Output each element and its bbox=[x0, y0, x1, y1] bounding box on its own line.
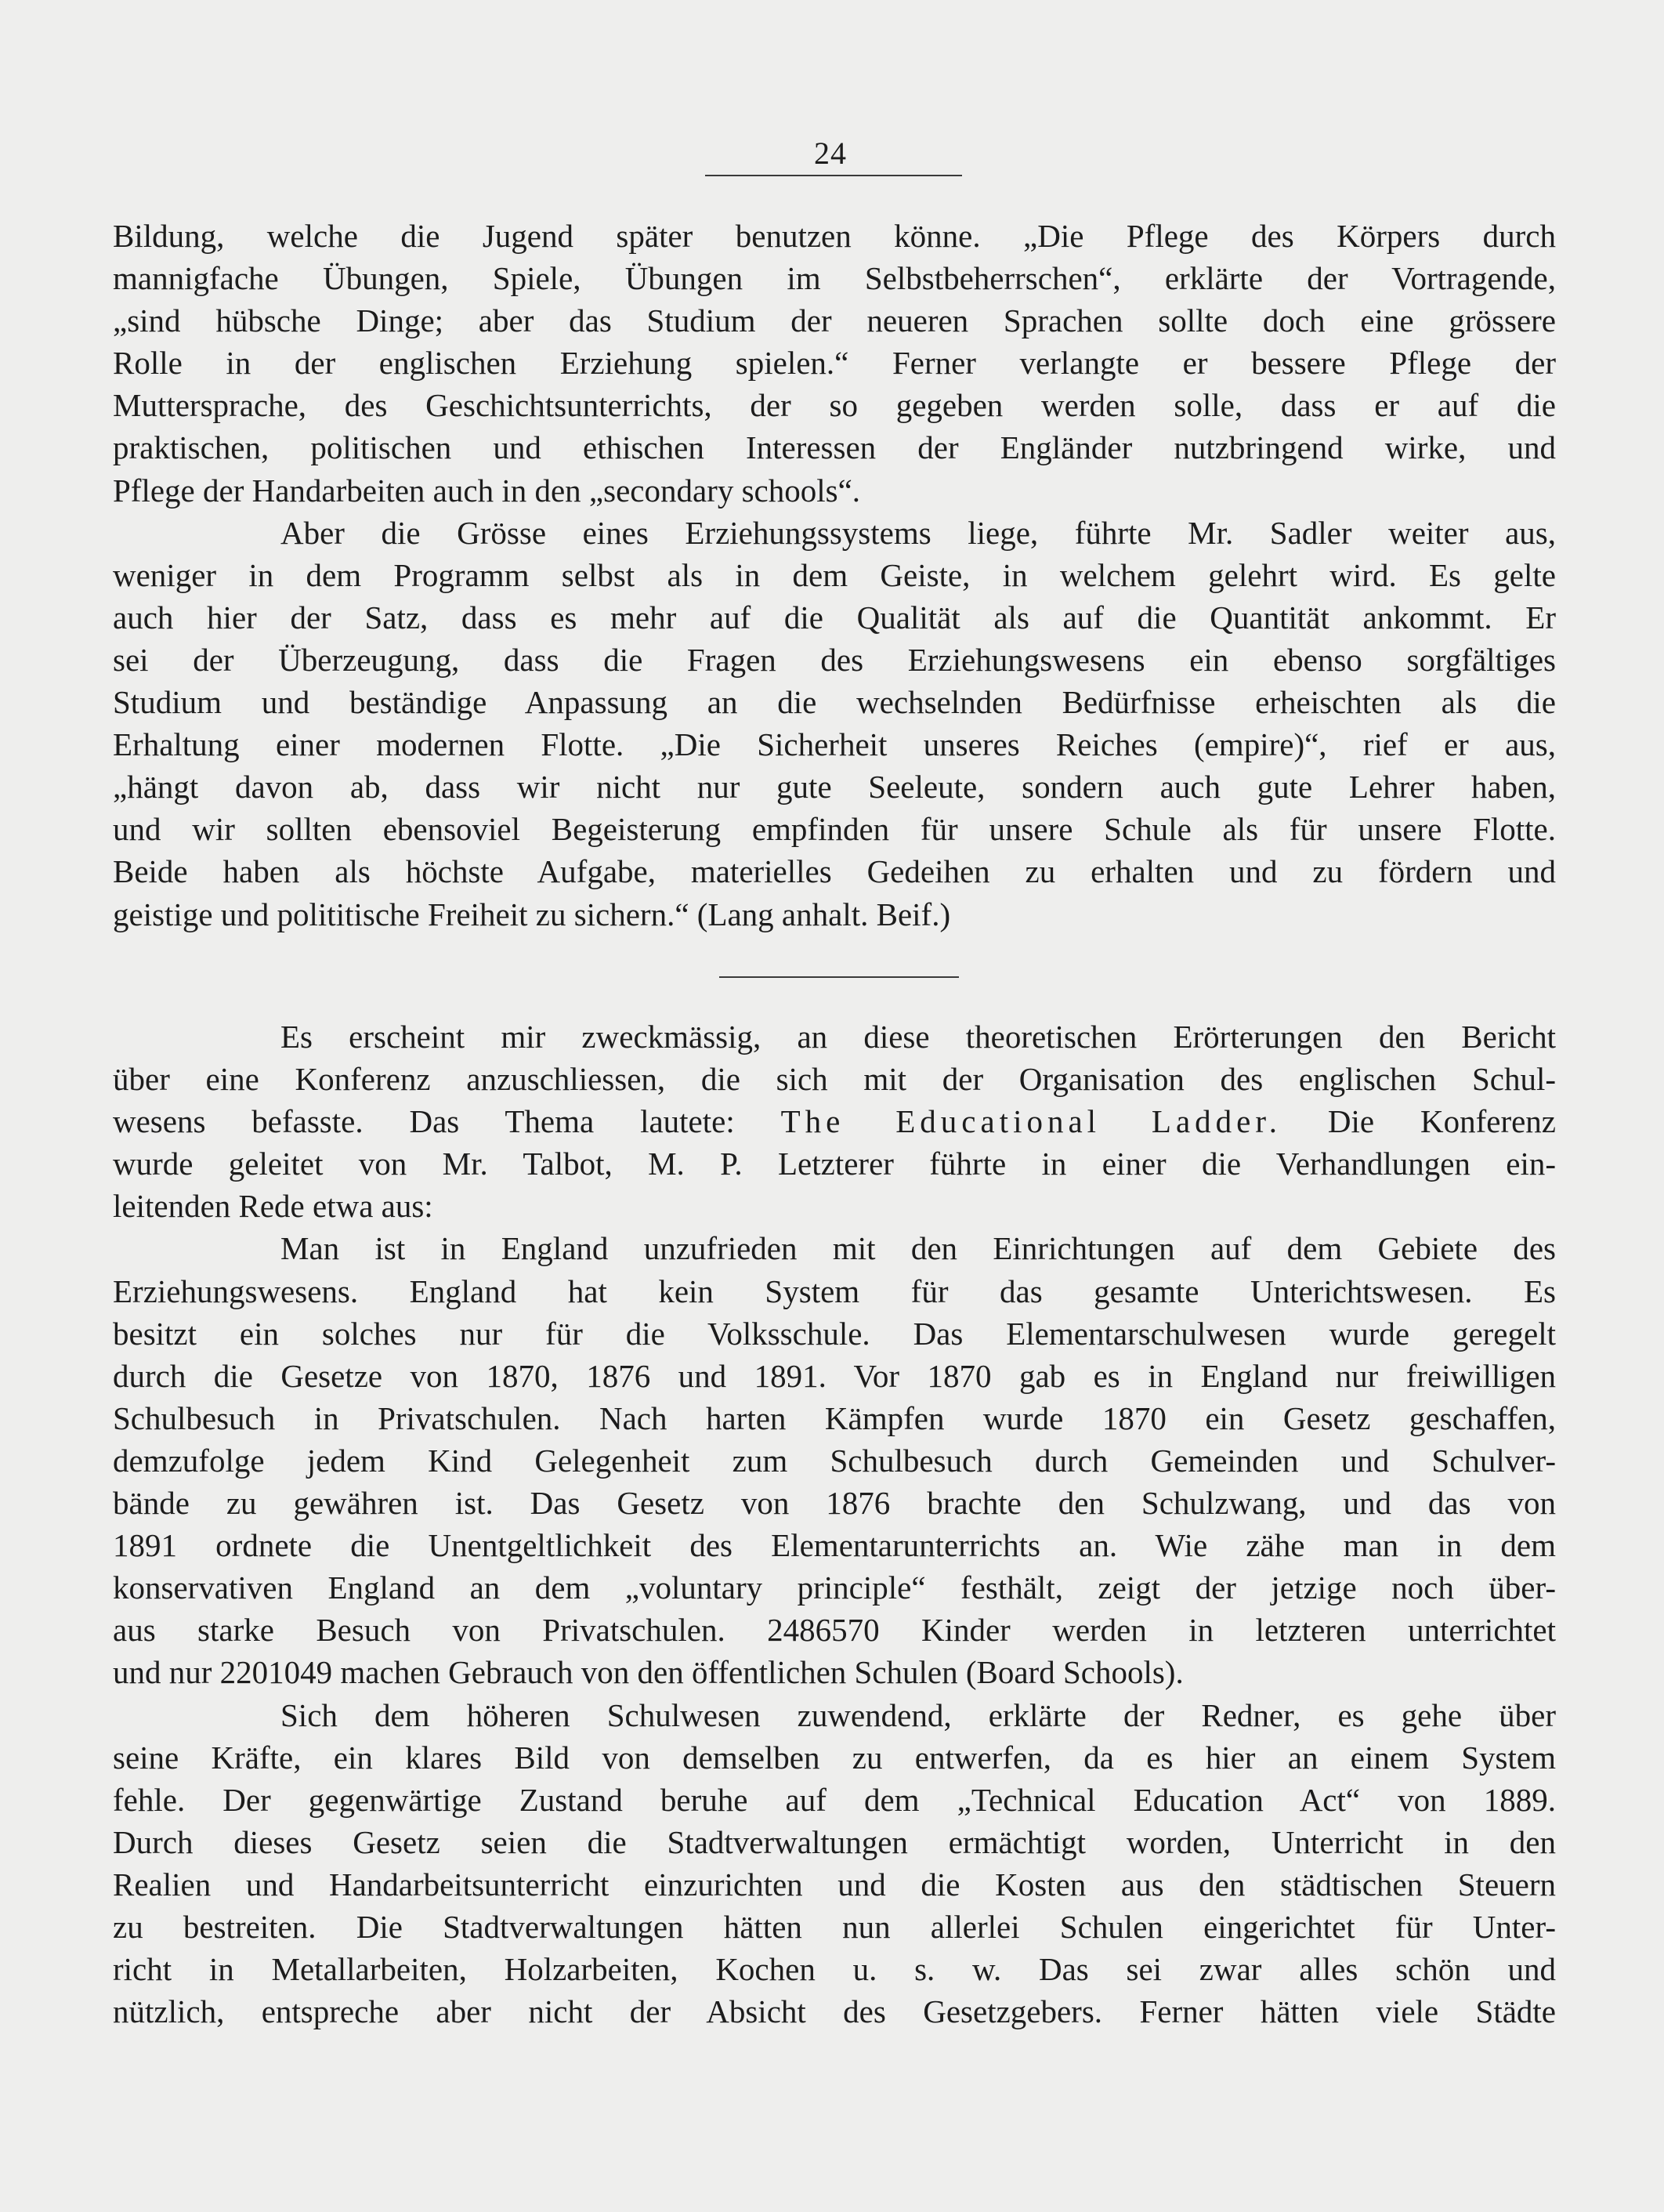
text-line: auch hier der Satz, dass es mehr auf die Qualität als auf die Quantität ankommt. Er bbox=[113, 599, 1556, 635]
text-line: Es erscheint mir zweckmässig, an diese theoretischen Erörterungen den Bericht bbox=[280, 1019, 1556, 1055]
page-number: 24 bbox=[814, 136, 847, 171]
text-line: 1891 ordnete die Unentgeltlichkeit des Elementarunterrichts an. Wie zähe man in dem bbox=[113, 1527, 1556, 1564]
text-line: Bildung, welche die Jugend später benutzen könne. „Die Pflege des Körpers durch bbox=[113, 218, 1556, 254]
text-line: Erhaltung einer modernen Flotte. „Die Sicherheit unseres Reiches (empire)“, rief er aus, bbox=[113, 726, 1556, 763]
text-line: Erziehungswesens. England hat kein System für das gesamte Unterichtswesen. Es bbox=[113, 1273, 1556, 1309]
text-line: Schulbesuch in Privatschulen. Nach harten Kämpfen wurde 1870 ein Gesetz geschaffen, bbox=[113, 1399, 1556, 1436]
text-line: Studium und beständige Anpassung an die wechselnden Bedürfnisse erheischten als die bbox=[113, 684, 1556, 721]
text-line: durch die Gesetze von 1870, 1876 und 1891. Vor 1870 gab es in England nur freiwilligen bbox=[113, 1357, 1556, 1394]
text-line bbox=[113, 1100, 1556, 1142]
text-line: Sich dem höheren Schulwesen zuwendend, erklärte der Redner, es gehe über bbox=[280, 1696, 1556, 1733]
text-line: Rolle in der englischen Erziehung spielen.“ Ferner verlangte er bessere Pflege der bbox=[113, 345, 1556, 382]
text-line: seine Kräfte, ein klares Bild von demselben zu entwerfen, da es hier an einem System bbox=[113, 1739, 1556, 1776]
text-line: fehle. Der gegenwärtige Zustand beruhe auf dem „Technical Education Act“ von 1889. bbox=[113, 1781, 1556, 1818]
text-line: über eine Konferenz anzuschliessen, die sich mit der Organisation des englischen Schul- bbox=[113, 1061, 1556, 1098]
text-line: leitenden Rede etwa aus: bbox=[113, 1188, 433, 1225]
text-line: aus starke Besuch von Privatschulen. 2486570 Kinder werden in letzteren unterrichtet bbox=[113, 1612, 1556, 1649]
header-rule bbox=[705, 175, 962, 176]
conference-theme: The Educational Ladder. bbox=[780, 1103, 1282, 1140]
text-line: Realien und Handarbeitsunterricht einzurichten und die Kosten aus den städtischen Steuern bbox=[113, 1866, 1556, 1902]
text-line: Beide haben als höchste Aufgabe, materielles Gedeihen zu erhalten und zu fördern und bbox=[113, 853, 1556, 890]
text-segment: Die Konferenz bbox=[1282, 1103, 1556, 1140]
text-line: und wir sollten ebensoviel Begeisterung empfinden für unsere Schule als für unsere Flotte. bbox=[113, 811, 1556, 848]
text-line: richt in Metallarbeiten, Holzarbeiten, Kochen u. s. w. Das sei zwar alles schön und bbox=[113, 1951, 1556, 1988]
text-line: besitzt ein solches nur für die Volksschule. Das Elementarschulwesen wurde geregelt bbox=[113, 1315, 1556, 1352]
text-line: weniger in dem Programm selbst als in dem Geiste, in welchem gelehrt wird. Es gelte bbox=[113, 556, 1556, 593]
text-line: Muttersprache, des Geschichtsunterrichts, der so gegeben werden solle, dass er auf die bbox=[113, 387, 1556, 424]
text-line: Aber die Grösse eines Erziehungssystems liege, führte Mr. Sadler weiter aus, bbox=[280, 514, 1556, 551]
text-line: und nur 2201049 machen Gebrauch von den öffentlichen Schulen (Board Schools). bbox=[113, 1654, 1184, 1691]
text-line: „sind hübsche Dinge; aber das Studium der neueren Sprachen sollte doch eine grössere bbox=[113, 302, 1556, 339]
text-line: Pflege der Handarbeiten auch in den „secondary schools“. bbox=[113, 472, 861, 509]
text-line: geistige und polititische Freiheit zu sichern.“ (Lang anhalt. Beif.) bbox=[113, 896, 951, 932]
text-line: Man ist in England unzufrieden mit den Einrichtungen auf dem Gebiete des bbox=[280, 1230, 1556, 1267]
text-line: zu bestreiten. Die Stadtverwaltungen hätten nun allerlei Schulen eingerichtet für Unter- bbox=[113, 1908, 1556, 1945]
text-line: mannigfache Übungen, Spiele, Übungen im Selbstbeherrschen“, erklärte der Vortragende, bbox=[113, 260, 1556, 297]
text-segment: wesens befasste. Das Thema lautete: bbox=[113, 1103, 781, 1140]
text-line: wurde geleitet von Mr. Talbot, M. P. Letzterer führte in einer die Verhandlungen ein- bbox=[113, 1146, 1556, 1182]
text-line: konservativen England an dem „voluntary principle“ festhält, zeigt der jetzige noch über- bbox=[113, 1569, 1556, 1606]
text-block-sadler-speech bbox=[113, 215, 1556, 936]
text-line: demzufolge jedem Kind Gelegenheit zum Schulbesuch durch Gemeinden und Schulver- bbox=[113, 1442, 1556, 1479]
text-line: bände zu gewähren ist. Das Gesetz von 1876 brachte den Schulzwang, und das von bbox=[113, 1485, 1556, 1522]
text-line: Durch dieses Gesetz seien die Stadtverwaltungen ermächtigt worden, Unterricht in den bbox=[113, 1823, 1556, 1860]
text-line: nützlich, entspreche aber nicht der Absicht des Gesetzgebers. Ferner hätten viele Städte bbox=[113, 1993, 1556, 2030]
section-divider bbox=[719, 976, 959, 978]
text-line: „hängt davon ab, dass wir nicht nur gute Seeleute, sondern auch gute Lehrer haben, bbox=[113, 769, 1556, 806]
text-line: sei der Überzeugung, dass die Fragen des Erziehungswesens ein ebenso sorgfältiges bbox=[113, 641, 1556, 678]
text-block-conference-report bbox=[113, 1015, 1556, 2033]
text-line: praktischen, politischen und ethischen Interessen der Engländer nutzbringend wirke, und bbox=[113, 429, 1556, 466]
